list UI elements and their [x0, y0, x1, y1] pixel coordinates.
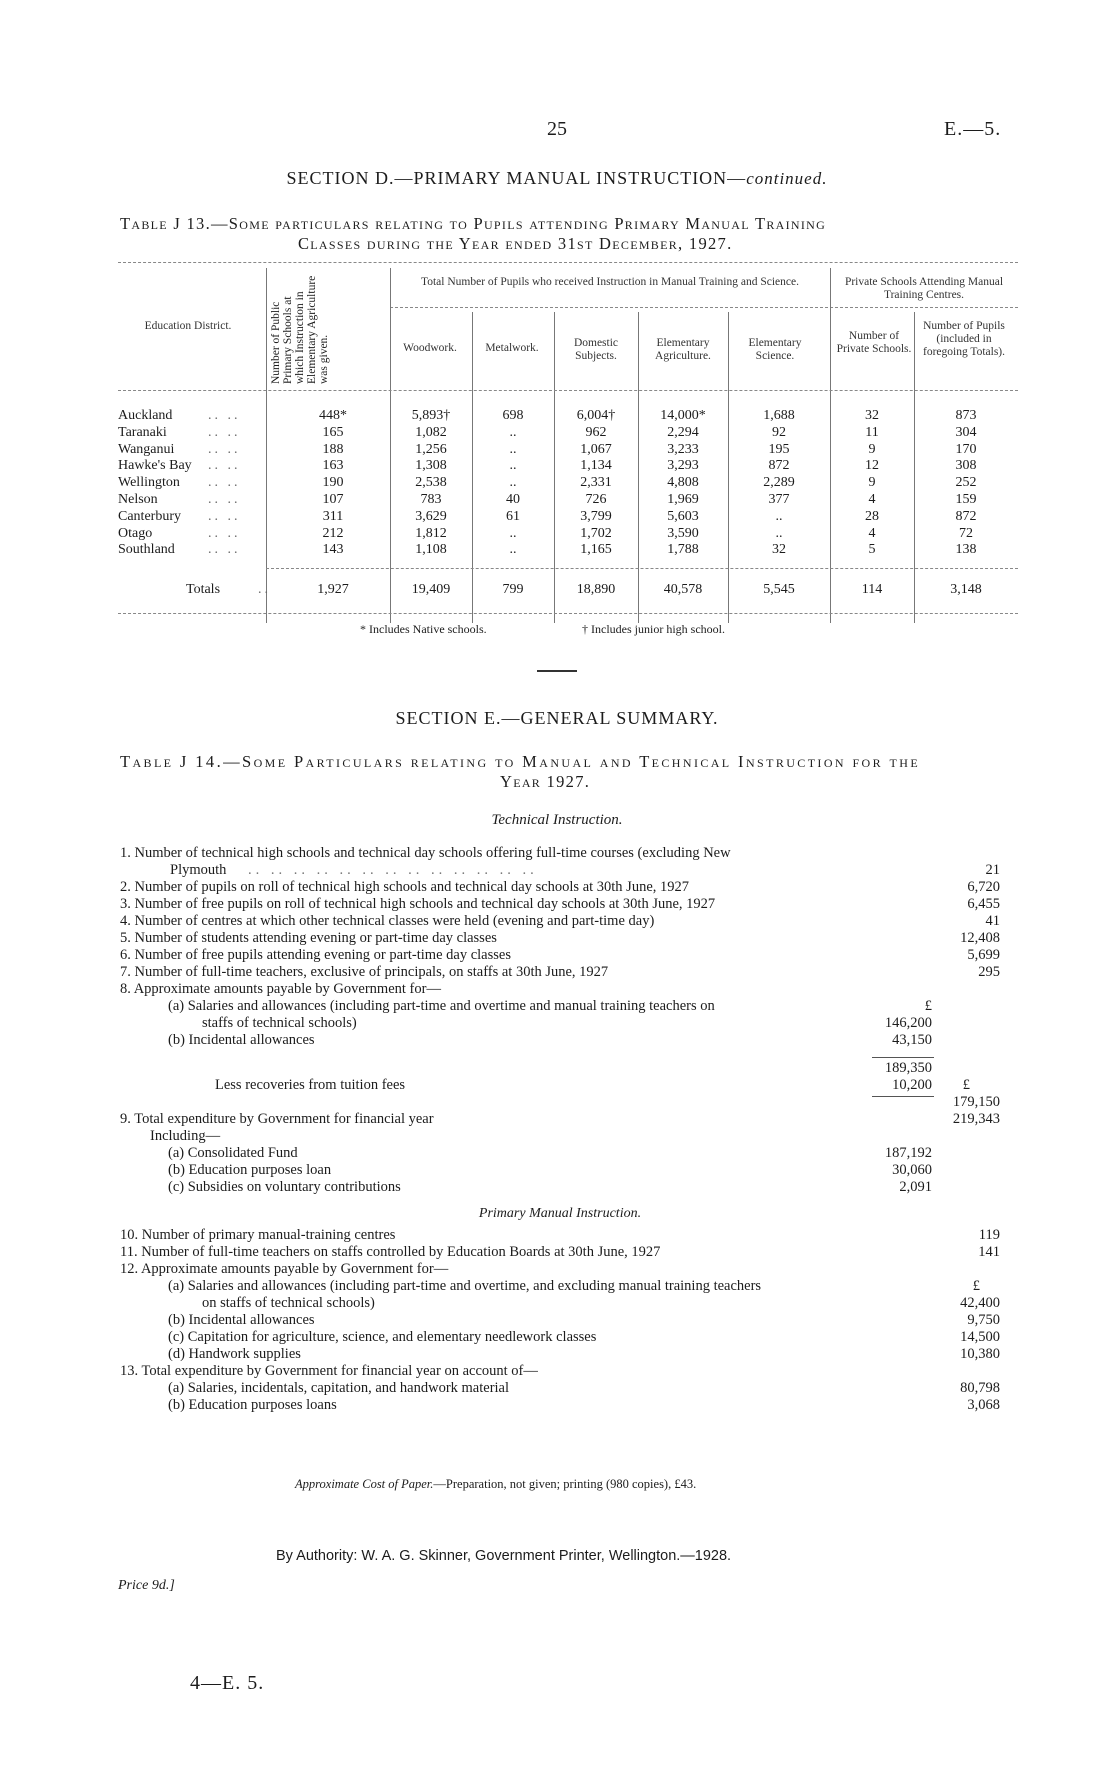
item-text: (b) Incidental allowances [168, 1312, 315, 1328]
table14-caption-line2: Year 1927. [500, 772, 591, 791]
cell-schools: 190 [322, 475, 344, 491]
item-value: 10,200 [892, 1077, 932, 1093]
item-text: (c) Subsidies on voluntary contributions [168, 1179, 401, 1195]
list-item [120, 1380, 1000, 1397]
table13-col-private-pupils: Number of Pupils (included in foregoing Totals). [922, 320, 1006, 358]
item-text: Including— [150, 1128, 221, 1144]
total-private-schools: 114 [861, 582, 883, 597]
cell-agriculture: 3,293 [667, 458, 699, 474]
item-text: 6. Number of free pupils attending evening or part-time day classes [120, 947, 511, 963]
cell-agriculture: 5,603 [667, 508, 699, 524]
district-name: Wanganui [118, 441, 175, 457]
cell-metalwork: 698 [502, 408, 524, 423]
cell-schools: 212 [322, 525, 344, 541]
cost-label: Approximate Cost of Paper. [295, 1477, 434, 1491]
list-item [120, 930, 1000, 947]
table14-caption [120, 752, 1000, 792]
subheading-technical: Technical Instruction. [491, 812, 623, 828]
footnote-native: * Includes Native schools. [360, 622, 487, 636]
district-name: Taranaki [118, 424, 167, 440]
cell-private-schools: 32 [865, 408, 879, 423]
total-schools: 1,927 [317, 582, 349, 597]
section-d-title-continued: continued. [746, 169, 828, 188]
cell-domestic: 6,004† [576, 408, 616, 423]
summary-list [120, 845, 1000, 1413]
cell-domestic: 726 [585, 492, 607, 507]
district-name: Canterbury [118, 508, 181, 524]
item-value: 21 [985, 862, 1000, 878]
item-text: on staffs of technical schools) [202, 1295, 375, 1311]
cell-private-schools: 9 [868, 441, 876, 457]
item-value: 2,091 [899, 1179, 932, 1195]
cell-domestic: 3,799 [580, 508, 612, 524]
item-text: 2. Number of pupils on roll of technical high schools and technical day schools at 30th June, 1927 [120, 879, 690, 895]
leader-dots: .. .. [208, 492, 241, 507]
cell-domestic: 1,134 [580, 458, 612, 474]
district-name: Otago [118, 525, 153, 541]
cell-agriculture: 3,590 [667, 525, 699, 541]
table13-col-domestic: Domestic Subjects. [573, 337, 619, 362]
cell-schools: 188 [322, 441, 344, 457]
table13-col-private-schools: Number of Private Schools. [836, 330, 912, 355]
cell-metalwork: 40 [506, 492, 520, 507]
leader-dots: .. .. [208, 508, 241, 524]
table-row [118, 492, 1018, 509]
totals-label: Totals [186, 582, 221, 597]
cell-metalwork: 61 [506, 508, 520, 524]
cell-woodwork: 1,256 [415, 441, 447, 457]
list-item [120, 1111, 1000, 1128]
total-woodwork: 19,409 [411, 582, 451, 597]
cell-metalwork: .. [509, 441, 517, 457]
item-value: 30,060 [892, 1162, 932, 1178]
cell-woodwork: 1,082 [415, 424, 447, 440]
net-value: 179,150 [952, 1094, 1000, 1110]
list-item [120, 1278, 1000, 1295]
cell-metalwork: .. [509, 424, 517, 440]
item-value: 119 [978, 1227, 1000, 1243]
cell-schools: 448* [319, 408, 347, 423]
subtotal-value: 189,350 [884, 1060, 932, 1076]
cell-woodwork: 783 [420, 492, 442, 507]
district-name: Auckland [118, 408, 173, 423]
list-item [120, 1329, 1000, 1346]
table-row [118, 425, 1018, 442]
cell-science: 92 [772, 424, 786, 440]
printer-signature: 4—E. 5. [190, 1672, 265, 1694]
item-text: Less recoveries from tuition fees [215, 1077, 406, 1093]
cell-private-schools: 9 [868, 475, 876, 491]
cell-private-pupils: 72 [959, 525, 973, 541]
list-item [120, 1094, 1000, 1111]
item-value: 42,400 [960, 1295, 1000, 1311]
cell-private-pupils: 170 [955, 441, 977, 457]
item-text: staffs of technical schools) [202, 1015, 357, 1031]
list-item [120, 862, 1000, 879]
cell-schools: 143 [322, 542, 344, 558]
cell-woodwork: 2,538 [415, 475, 447, 491]
cell-woodwork: 1,812 [415, 525, 447, 541]
list-item [120, 1312, 1000, 1329]
list-item [120, 1077, 1000, 1094]
section-d-title [0, 168, 1114, 189]
table13-caption-line1: Table J 13.—Some particulars relating to Pupils attending Primary Manual Training [120, 214, 827, 233]
total-agriculture: 40,578 [663, 582, 703, 597]
cell-private-schools: 4 [868, 492, 876, 507]
table13-head-rule [118, 390, 1018, 391]
item-text: 7. Number of full-time teachers, exclusive of principals, on staffs at 30th June, 1927 [120, 964, 609, 980]
item-text: 4. Number of centres at which other technical classes were held (evening and part-time day) [120, 913, 655, 929]
table-row [118, 475, 1018, 492]
item-text: (b) Education purposes loans [168, 1397, 337, 1413]
cell-domestic: 1,067 [580, 441, 612, 457]
price: Price 9d.] [118, 1578, 175, 1593]
item-value: 6,455 [967, 896, 1000, 912]
table13-caption [120, 214, 1020, 254]
list-item [120, 1346, 1000, 1363]
cell-domestic: 1,702 [580, 525, 612, 541]
cell-metalwork: .. [509, 542, 517, 558]
list-item [120, 896, 1000, 913]
item-text: 5. Number of students attending evening or part-time day classes [120, 930, 497, 946]
item-text: 1. Number of technical high schools and technical day schools offering full-time courses (excluding New [120, 845, 731, 861]
cell-agriculture: 2,294 [667, 424, 699, 440]
list-item [120, 964, 1000, 981]
table13 [118, 262, 1018, 632]
leader-dots: .. .. [208, 475, 241, 491]
leader-dots: .. .. [208, 525, 241, 541]
cell-agriculture: 1,969 [667, 492, 699, 507]
cell-domestic: 962 [585, 424, 607, 440]
item-value: 6,720 [967, 879, 1000, 895]
total-private-pupils: 3,148 [950, 582, 982, 597]
cell-private-pupils: 159 [955, 492, 977, 507]
cost-text: —Preparation, not given; printing (980 copies), £43. [433, 1477, 697, 1491]
district-name: Southland [118, 542, 175, 558]
list-item [120, 1162, 1000, 1179]
list-item [120, 1227, 1000, 1244]
subheading-primary: Primary Manual Instruction. [478, 1206, 642, 1221]
cell-science: .. [775, 508, 783, 524]
cell-schools: 311 [322, 508, 344, 524]
table13-top-rule [118, 262, 1018, 263]
item-text: (a) Salaries and allowances (including part-time and overtime and manual training teachers on [168, 998, 715, 1014]
document-code: E.—5. [944, 118, 1002, 140]
section-divider [537, 670, 577, 672]
district-name: Nelson [118, 492, 158, 507]
cell-agriculture: 4,808 [667, 475, 699, 491]
cell-metalwork: .. [509, 475, 517, 491]
cost-note [295, 1477, 696, 1492]
cell-private-pupils: 304 [955, 424, 977, 440]
list-item [120, 1261, 1000, 1278]
list-item [120, 1244, 1000, 1261]
section-e-title: SECTION E.—GENERAL SUMMARY. [395, 708, 719, 728]
subtotal-rule [872, 1057, 934, 1058]
cell-private-schools: 12 [865, 458, 879, 474]
item-value: 41 [985, 913, 1000, 929]
cell-science: 1,688 [763, 408, 795, 423]
footnote-junior-high: † Includes junior high school. [582, 622, 725, 636]
item-value: 187,192 [884, 1145, 932, 1161]
table13-group-rule [390, 307, 1018, 308]
cell-private-schools: 11 [865, 424, 879, 440]
section-d-title-text: SECTION D.—PRIMARY MANUAL INSTRUCTION— [286, 168, 747, 188]
item-value: 10,380 [960, 1346, 1000, 1362]
item-text: (b) Education purposes loan [168, 1162, 332, 1178]
table13-totals-row [118, 582, 1018, 599]
cell-private-schools: 5 [868, 542, 876, 558]
item-text: 11. Number of full-time teachers on staffs controlled by Education Boards at 30th June, 1927 [120, 1244, 661, 1260]
cell-science: .. [775, 525, 783, 541]
leader-dots: .. .. [208, 424, 241, 440]
table-row [118, 458, 1018, 475]
leader-dots: .. .. [208, 542, 241, 558]
table13-col-elem-agriculture: Elementary Agriculture. [655, 337, 711, 362]
list-item [120, 947, 1000, 964]
cell-schools: 163 [322, 458, 344, 474]
item-text: (a) Salaries, incidentals, capitation, and handwork material [168, 1380, 510, 1396]
list-item [120, 1295, 1000, 1312]
cell-metalwork: .. [509, 525, 517, 541]
pound-sign: £ [924, 998, 932, 1014]
cell-science: 377 [768, 492, 790, 507]
leader-dots: .. .. .. .. .. .. .. .. .. .. .. .. .. [248, 862, 538, 878]
item-value: 295 [978, 964, 1000, 980]
table13-col-schools: Number of Public Primary Schools at which Instruction in Elementary Agriculture was given. [270, 275, 330, 384]
item-value: 43,150 [892, 1032, 932, 1048]
cell-private-pupils: 138 [955, 542, 977, 558]
item-value: 219,343 [952, 1111, 1000, 1127]
cell-domestic: 2,331 [580, 475, 612, 491]
list-item [120, 1128, 1000, 1145]
list-item [120, 1179, 1000, 1196]
cell-woodwork: 3,629 [415, 508, 447, 524]
cell-schools: 107 [322, 492, 344, 507]
page-number: 25 [547, 118, 567, 140]
leader-dots: .. .. [208, 408, 241, 423]
item-text: Plymouth [170, 862, 227, 878]
cell-agriculture: 14,000* [660, 408, 706, 423]
item-value: 14,500 [960, 1329, 1000, 1345]
table13-col-metalwork: Metalwork. [485, 342, 539, 354]
item-text: 9. Total expenditure by Government for financial year [120, 1111, 434, 1127]
cell-science: 195 [768, 441, 790, 457]
cell-woodwork: 1,308 [415, 458, 447, 474]
cell-private-pupils: 873 [955, 408, 977, 423]
pound-sign: £ [972, 1278, 980, 1294]
cell-woodwork: 1,108 [415, 542, 447, 558]
table13-col-elem-science: Elementary Science. [748, 337, 802, 362]
list-item [120, 1145, 1000, 1162]
table13-caption-line2: Classes during the Year ended 31st December, 1927. [298, 234, 733, 253]
cell-private-schools: 28 [865, 508, 879, 524]
item-text: (a) Consolidated Fund [168, 1145, 298, 1161]
list-item [120, 1060, 1000, 1077]
cell-science: 872 [768, 458, 790, 474]
leader-dots: .. .. [208, 458, 241, 474]
table13-col-woodwork: Woodwork. [403, 342, 457, 354]
cell-woodwork: 5,893† [411, 408, 451, 423]
leader-dots: .. .. [208, 441, 241, 457]
item-text: 10. Number of primary manual-training centres [120, 1227, 396, 1243]
table13-bottom-rule [118, 613, 1018, 614]
cell-agriculture: 1,788 [667, 542, 699, 558]
table-row [118, 408, 1018, 425]
list-item [120, 998, 1000, 1015]
cell-agriculture: 3,233 [667, 441, 699, 457]
item-text: 8. Approximate amounts payable by Government for— [120, 981, 441, 997]
list-item [120, 1363, 1000, 1380]
cell-private-pupils: 308 [955, 458, 977, 474]
authority-line: By Authority: W. A. G. Skinner, Government Printer, Wellington.—1928. [276, 1548, 732, 1564]
cell-domestic: 1,165 [580, 542, 612, 558]
item-text: 13. Total expenditure by Government for financial year on account of— [120, 1363, 538, 1379]
cell-schools: 165 [322, 424, 344, 440]
table-row [118, 442, 1018, 459]
cell-metalwork: .. [509, 458, 517, 474]
cell-private-schools: 4 [868, 525, 876, 541]
table-row [118, 509, 1018, 526]
district-name: Wellington [118, 475, 180, 491]
table13-col-district: Education District. [144, 320, 232, 332]
item-text: (d) Handwork supplies [168, 1346, 301, 1362]
table13-group-total: Total Number of Pupils who received Instruction in Manual Training and Science. [421, 276, 799, 288]
list-item [120, 913, 1000, 930]
list-item [120, 1015, 1000, 1032]
total-domestic: 18,890 [576, 582, 616, 597]
cell-science: 2,289 [763, 475, 795, 491]
total-science: 5,545 [763, 582, 795, 597]
item-text: (b) Incidental allowances [168, 1032, 315, 1048]
item-value: 9,750 [967, 1312, 1000, 1328]
pound-sign: £ [962, 1077, 970, 1093]
cell-science: 32 [772, 542, 786, 558]
list-item [120, 1032, 1000, 1049]
table-row [118, 526, 1018, 543]
list-item [120, 845, 1000, 862]
item-value: 3,068 [967, 1397, 1000, 1413]
district-name: Hawke's Bay [118, 458, 192, 474]
list-item [120, 879, 1000, 896]
total-metalwork: 799 [502, 582, 524, 597]
item-value: 141 [978, 1244, 1000, 1260]
table-row [118, 542, 1018, 559]
item-text: 12. Approximate amounts payable by Government for— [120, 1261, 449, 1277]
item-value: 146,200 [884, 1015, 932, 1031]
table14-caption-line1: Table J 14.—Some Particulars relating to Manual and Technical Instruction for the [120, 752, 921, 771]
table13-group-private: Private Schools Attending Manual Training Centres. [844, 276, 1004, 301]
leader-dots: .. [258, 582, 271, 597]
cell-private-pupils: 872 [955, 508, 977, 524]
item-text: (c) Capitation for agriculture, science, and elementary needlework classes [168, 1329, 597, 1345]
list-item [120, 1397, 1000, 1414]
item-value: 5,699 [967, 947, 1000, 963]
item-text: (a) Salaries and allowances (including part-time and overtime, and excluding manual training teachers [168, 1278, 762, 1294]
item-value: 12,408 [960, 930, 1000, 946]
table13-totals-rule [266, 568, 1018, 569]
item-text: 3. Number of free pupils on roll of technical high schools and technical day schools at 30th June, 1927 [120, 896, 716, 912]
list-item [120, 981, 1000, 998]
cell-private-pupils: 252 [955, 475, 977, 491]
item-value: 80,798 [960, 1380, 1000, 1396]
